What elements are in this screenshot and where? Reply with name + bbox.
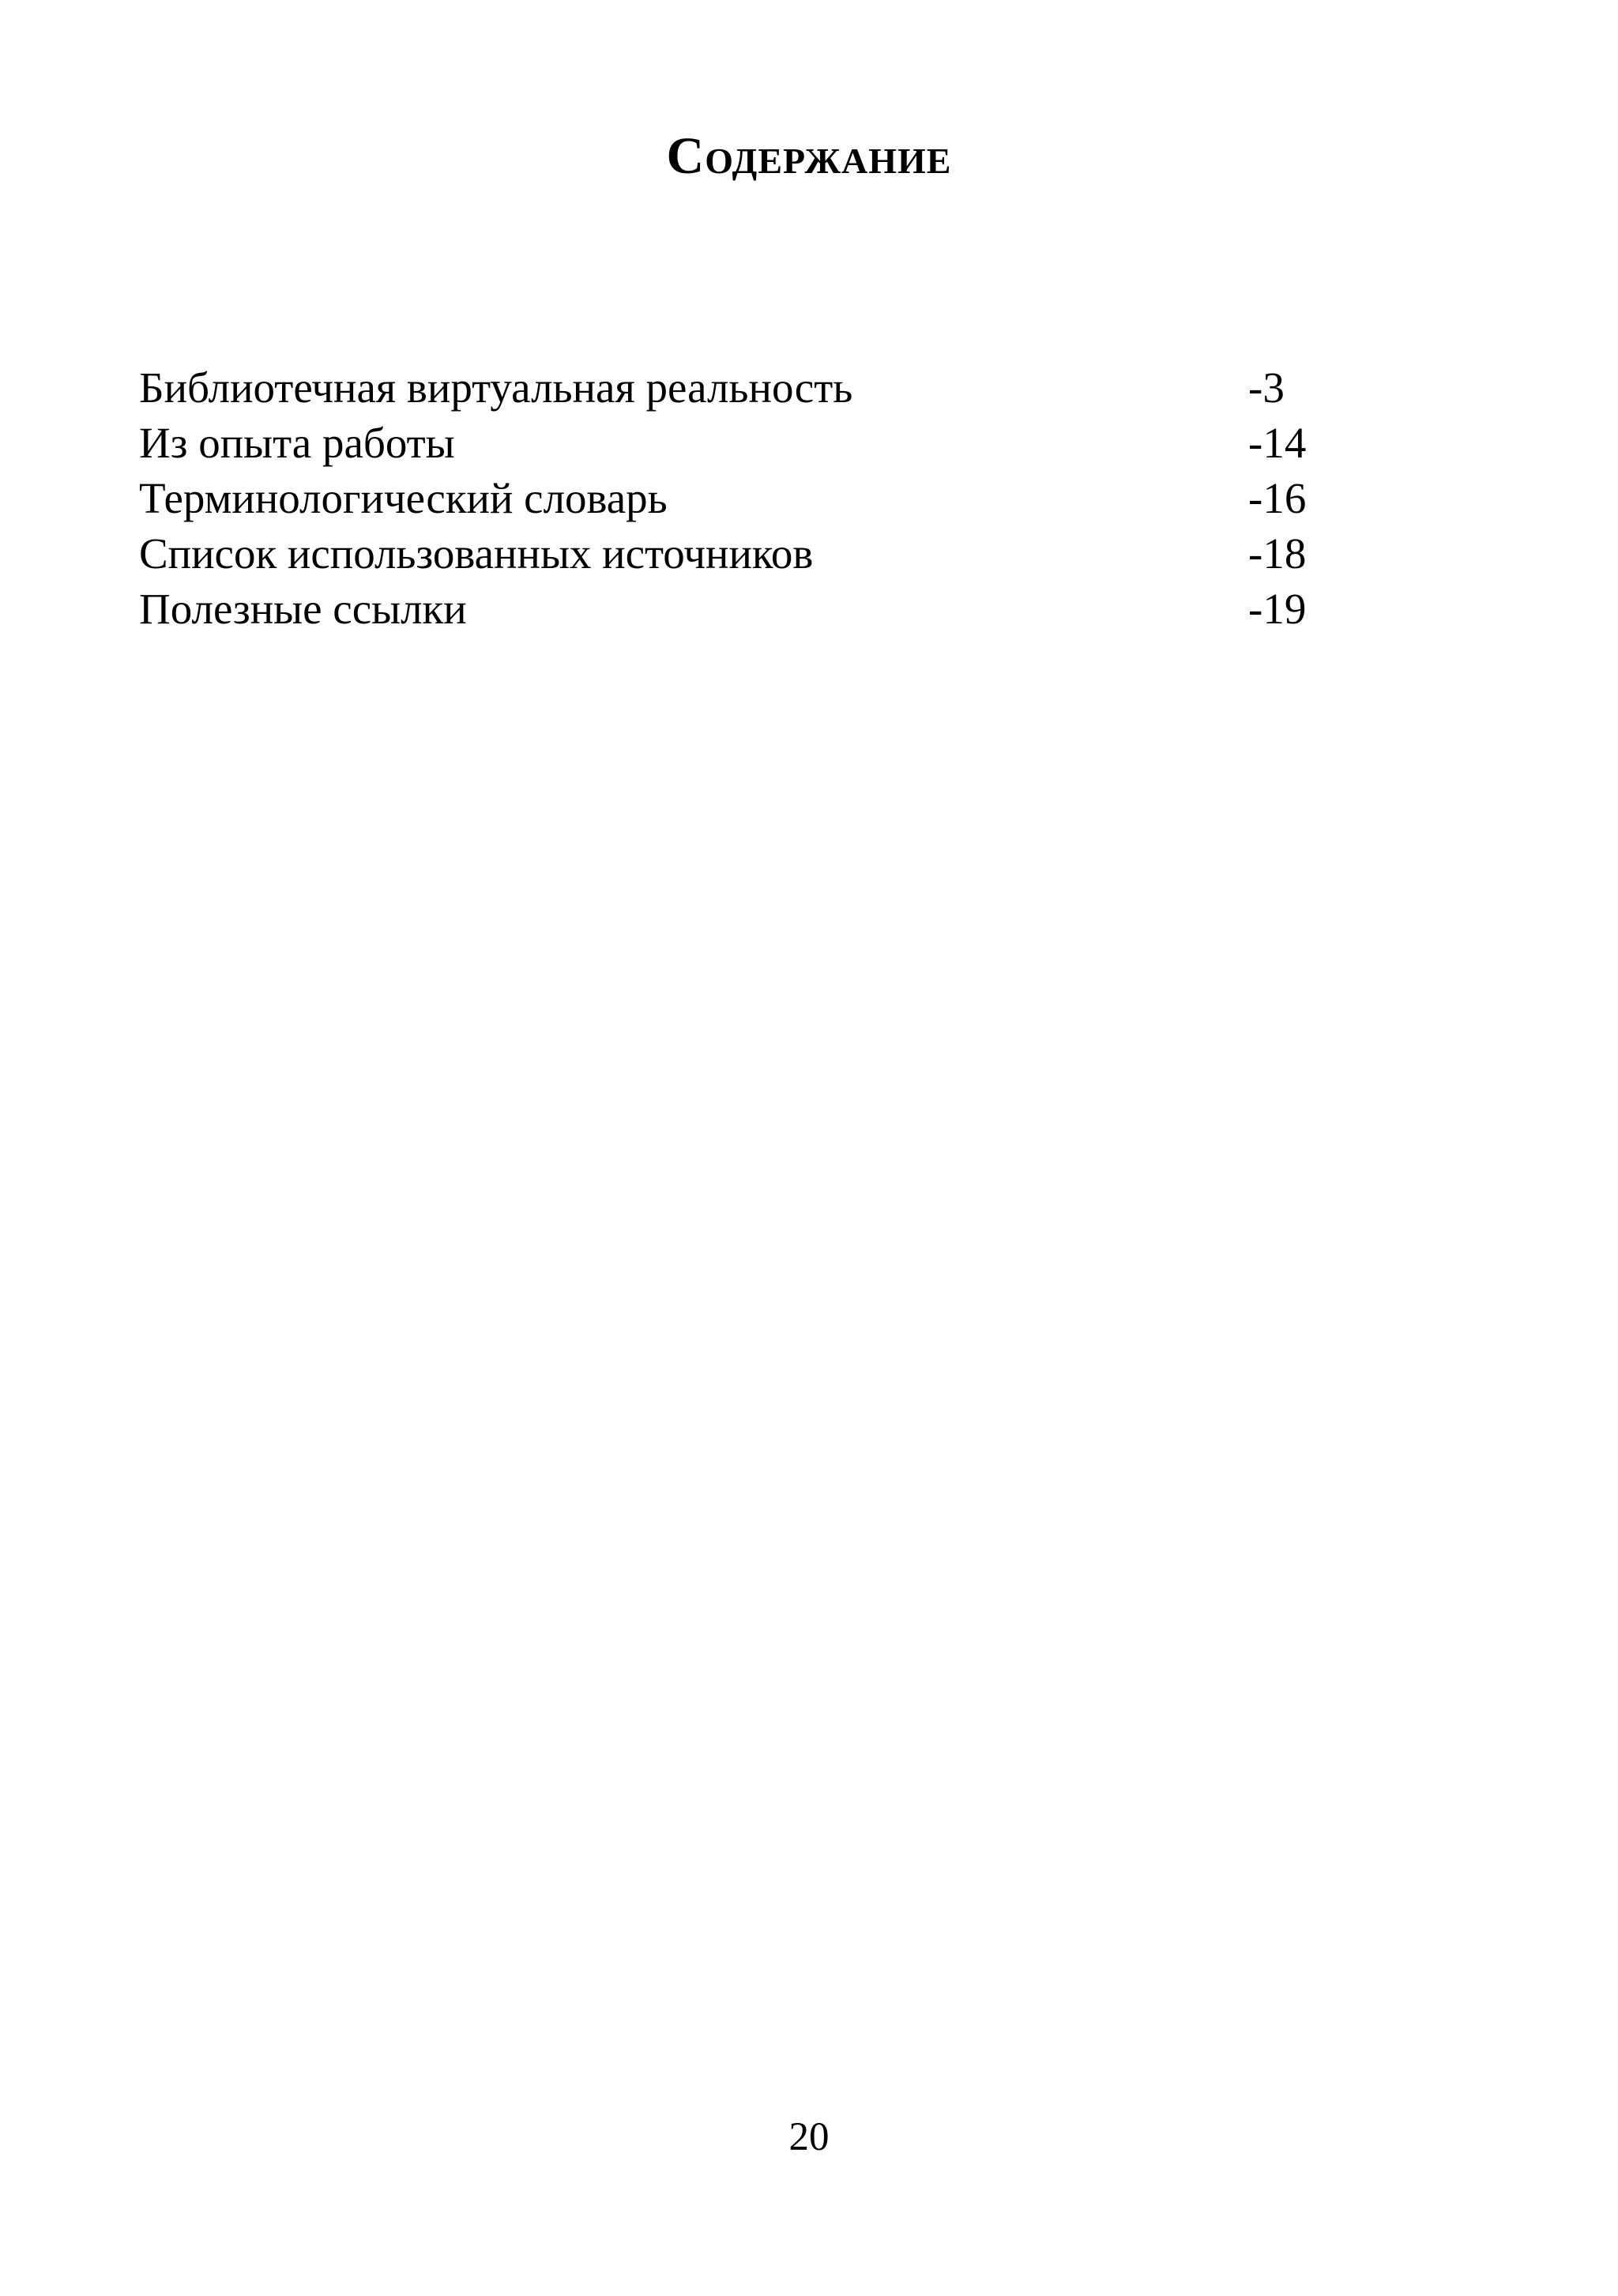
page-number: 20 — [788, 2115, 830, 2159]
toc-entry — [139, 360, 1340, 416]
toc-entry — [139, 582, 1340, 637]
page-title: Содержание — [666, 127, 952, 185]
toc-entry-page: -14 — [1248, 419, 1307, 467]
table-of-contents — [139, 360, 1340, 637]
toc-entry-title: Список использованных источников — [139, 529, 814, 578]
toc-entry-title: Терминологический словарь — [139, 474, 668, 522]
toc-entry-title: Полезные ссылки — [139, 585, 467, 633]
toc-entry-title: Из опыта работы — [139, 419, 455, 467]
toc-entry-page: -3 — [1248, 363, 1285, 412]
toc-entry-title: Библиотечная виртуальная реальность — [139, 363, 853, 412]
toc-entry-page: -18 — [1248, 529, 1307, 578]
toc-entry — [139, 471, 1340, 526]
toc-entry-page: -19 — [1248, 585, 1307, 633]
toc-entry — [139, 526, 1340, 582]
toc-entry-page: -16 — [1248, 474, 1307, 522]
toc-entry — [139, 416, 1340, 471]
